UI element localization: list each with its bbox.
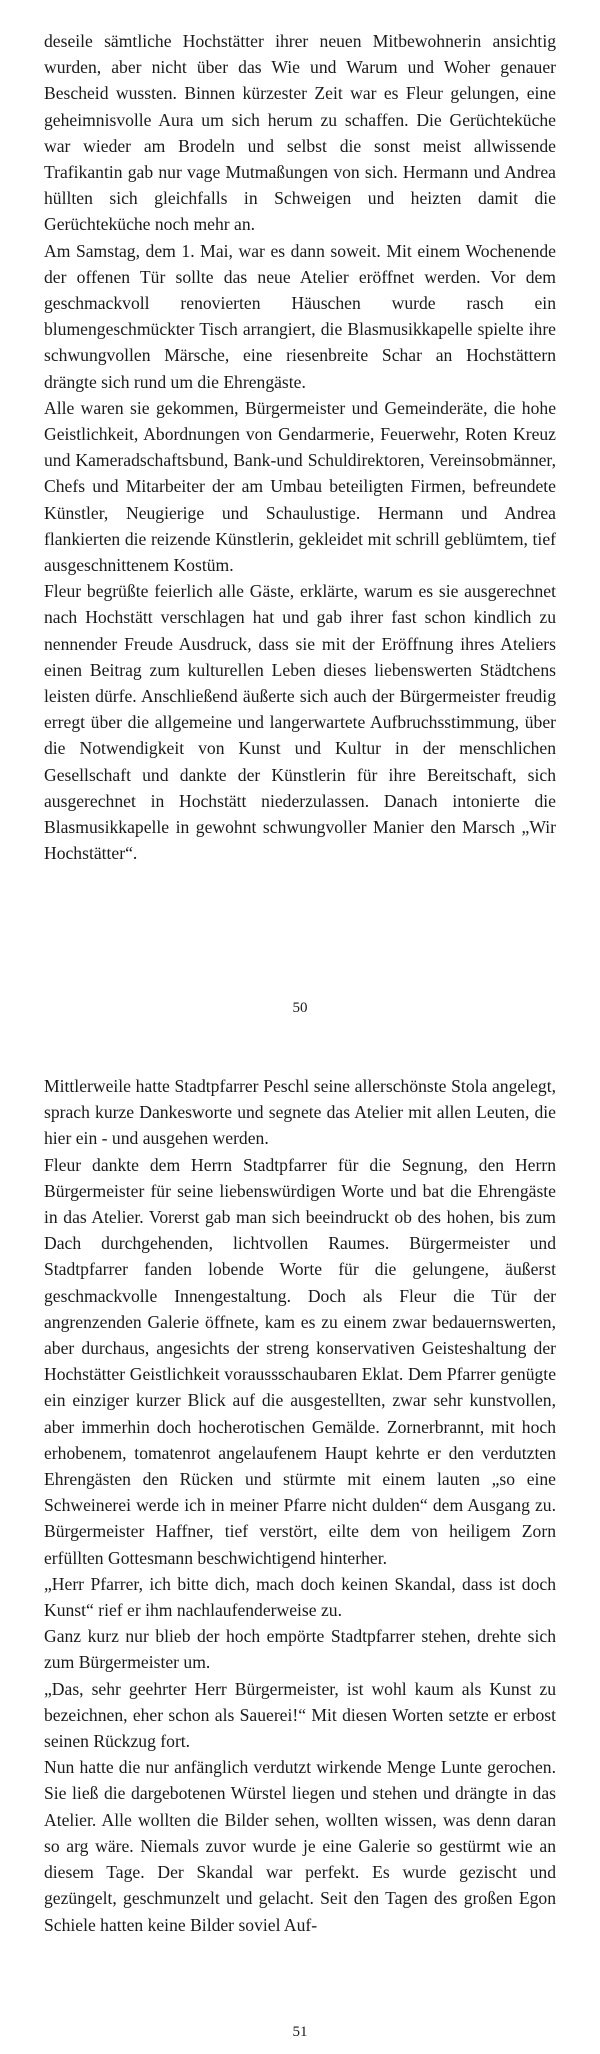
- paragraph: deseile sämtliche Hochstätter ihrer neuen Mitbewohnerin ansichtig wurden, aber nicht über das Wie und Warum und Woher genauer Bescheid wussten. Binnen kürzester Zeit war es Fleur gelungen, eine geheimnisvolle Aura um sich herum zu schaffen. Die Gerüchteküche war wieder am Brodeln und selbst die sonst meist allwissende Trafikantin gab nur vage Mutmaßungen von sich. Hermann und Andrea hüllten sich gleichfalls in Schweigen und heizten damit die Gerüchteküche noch mehr an.: [44, 31, 556, 235]
- paragraph: Ganz kurz nur blieb der hoch empörte Stadtpfarrer stehen, drehte sich zum Bürgermeister um.: [44, 1626, 556, 1673]
- page-number: 51: [292, 2024, 308, 2040]
- page-51-body: [44, 1073, 556, 1938]
- paragraph: „Das, sehr geehrter Herr Bürgermeister, ist wohl kaum als Kunst zu bezeichnen, eher schon als Sauerei!“ Mit diesen Worten setzte er erbost seinen Rückzug fort.: [44, 1678, 556, 1752]
- page-50-body: [44, 28, 556, 867]
- paragraph: Alle waren sie gekommen, Bürgermeister und Gemeinderäte, die hohe Geistlichkeit, Abordnungen von Gendarmerie, Feuerwehr, Roten Kreuz und Kameradschaftsbund, Bank-und Schuldirektoren, Vereinsobmänner, Chefs und Mitarbeiter der am Umbau beteiligten Firmen, befreundete Künstler, Neugierige und Schaulustige. Hermann und Andrea flankierten die reizende Künstlerin, gekleidet mit schrill geblümtem, tief ausgeschnittenem Kostüm.: [44, 397, 556, 576]
- paragraph: Fleur dankte dem Herrn Stadtpfarrer für die Segnung, den Herrn Bürgermeister für seine liebenswürdigen Worte und bat die Ehrengäste in das Atelier. Vorerst gab man sich beeindruckt ob des hohen, bis zum Dach durchgehenden, lichtvollen Raumes. Bürgermeister und Stadtpfarrer fanden lobende Worte für die gelungene, äußerst geschmackvolle Innengestaltung. Doch als Fleur die Tür der angrenzenden Galerie öffnete, kam es zu einem zwar bedauernswerten, aber durchaus, angesichts der streng konservativen Geisteshaltung der Hochstätter Geistlichkeit voraussschaubaren Eklat. Dem Pfarrer genügte ein einziger kurzer Blick auf die ausgestellten, zwar sehr kunstvollen, aber immerhin doch hocherotischen Gemälde. Zornerbrannt, mit hoch erhobenem, tomatenrot angelaufenem Haupt kehrte er den verdutzten Ehrengästen den Rücken und stürmte mit einem lauten „so eine Schweinerei werde ich in meiner Pfarre nicht dulden“ dem Ausgang zu. Bürgermeister Haffner, tief verstört, eilte dem von heiligem Zorn erfüllten Gottesmann beschwichtigend hinterher.: [44, 1154, 556, 1568]
- paragraph: Fleur begrüßte feierlich alle Gäste, erklärte, warum es sie ausgerechnet nach Hochstätt verschlagen hat und gab ihrer fast schon kindlich zu nennender Freude Ausdruck, dass sie mit der Eröffnung ihres Ateliers einen Beitrag zum kulturellen Leben dieses liebenswerten Städtchens leisten dürfe. Anschließend äußerte sich auch der Bürgermeister freudig erregt über die allgemeine und langerwartete Aufbruchsstimmung, über die Notwendigkeit von Kunst und Kultur in der menschlichen Gesellschaft und dankte der Künstlerin für ihre Bereitschaft, sich ausgerechnet in Hochstätt niederzulassen. Danach intonierte die Blasmusikkapelle in gewohnt schwungvoller Manier den Marsch „Wir Hochstätter“.: [44, 581, 556, 864]
- paragraph: Mittlerweile hatte Stadtpfarrer Peschl seine allerschönste Stola angelegt, sprach kurze Dankesworte und segnete das Atelier mit allen Leuten, die hier ein - und ausgehen werden.: [44, 1076, 556, 1149]
- page-number: 50: [292, 1000, 308, 1016]
- paragraph: „Herr Pfarrer, ich bitte dich, mach doch keinen Skandal, dass ist doch Kunst“ rief er ihm nachlaufenderweise zu.: [44, 1573, 556, 1621]
- paragraph: Nun hatte die nur anfänglich verdutzt wirkende Menge Lunte gerochen. Sie ließ die dargebotenen Würstel liegen und stehen und drängte in das Atelier. Alle wollten die Bilder sehen, wollten wissen, was denn daran so arg wäre. Niemals zuvor wurde je eine Galerie so gestürmt wie an diesem Tage. Der Skandal war perfekt. Es wurde gezischt und gezüngelt, geschmunzelt und gelacht. Seit den Tagen des großen Egon Schiele hatten keine Bilder soviel Auf-: [44, 1757, 556, 1935]
- paragraph: Am Samstag, dem 1. Mai, war es dann soweit. Mit einem Wochenende der offenen Tür sollte das neue Atelier eröffnet werden. Vor dem geschmackvoll renovierten Häuschen wurde rasch ein blumengeschmückter Tisch arrangiert, die Blasmusikkapelle spielte ihre schwungvollen Märsche, eine riesenbreite Schar an Hochstättern drängte sich rund um die Ehrengäste.: [44, 240, 556, 392]
